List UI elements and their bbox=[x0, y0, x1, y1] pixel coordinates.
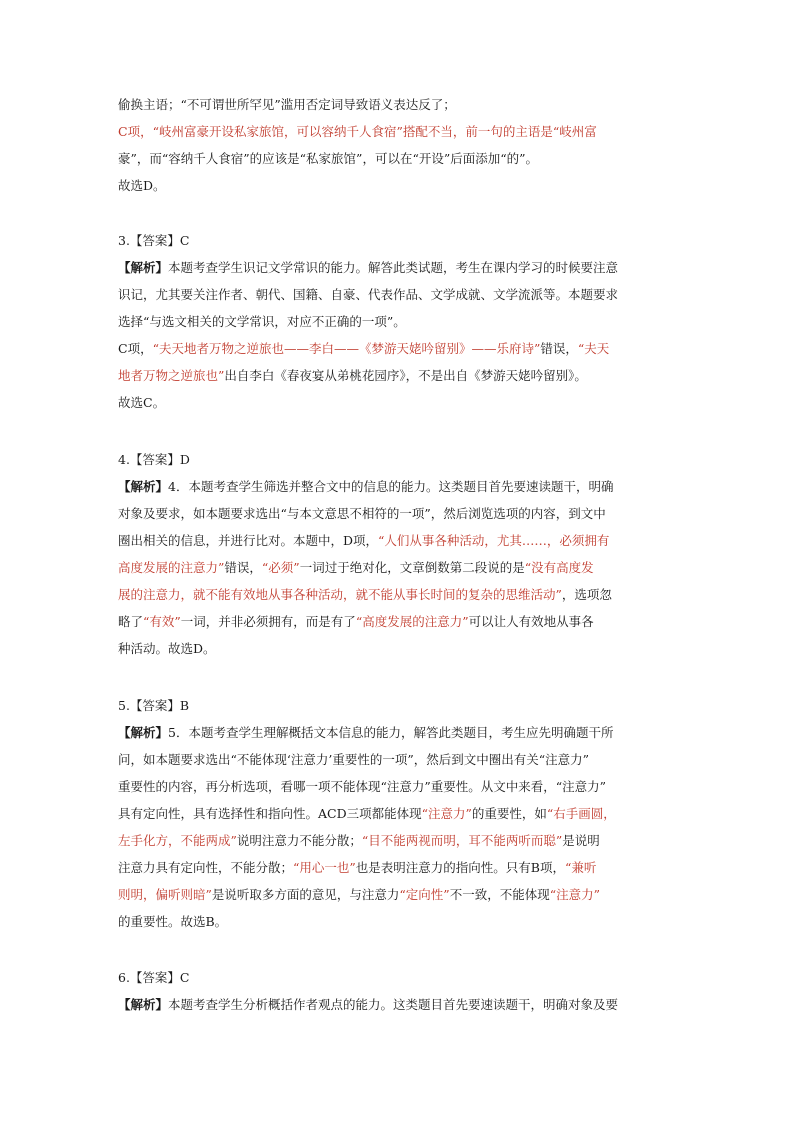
text-segment: 故选C。 bbox=[118, 395, 166, 410]
text-line bbox=[118, 614, 678, 630]
highlighted-text: “注意力” bbox=[421, 806, 472, 821]
text-line bbox=[118, 314, 678, 330]
text-segment: 4.【答案】D bbox=[118, 452, 190, 467]
text-segment: 不一致，不能体现 bbox=[449, 887, 550, 902]
text-line bbox=[118, 506, 678, 522]
text-segment: 重要性的内容，再分析选项，看哪一项不能体现“注意力”重要性。从文中来看，“注意力” bbox=[118, 779, 607, 794]
text-segment: 豪”，而“容纳千人食宿”的应该是“私家旅馆”，可以在“开设”后面添加“的”。 bbox=[118, 151, 539, 166]
text-segment: C项， bbox=[118, 341, 153, 356]
text-segment: 是说听取多方面的意见，与注意力 bbox=[211, 887, 400, 902]
text-line bbox=[118, 806, 678, 822]
text-segment: 是说明 bbox=[562, 833, 600, 848]
text-segment: 一词过于绝对化，文章倒数第二段说的是 bbox=[299, 560, 525, 575]
text-segment: 3.【答案】C bbox=[118, 233, 190, 248]
highlighted-text: “有效” bbox=[143, 614, 181, 629]
text-line bbox=[118, 860, 678, 876]
text-line bbox=[118, 260, 678, 276]
text-line bbox=[118, 560, 678, 576]
highlighted-text: “岐州富 bbox=[552, 124, 597, 139]
text-segment: 偷换主语；“不可谓世所罕见”滥用否定词导致语义表达反了； bbox=[118, 97, 456, 112]
highlighted-text: C项， bbox=[118, 124, 153, 139]
highlighted-text: “目不能两视而明，耳不能两听而聪” bbox=[361, 833, 563, 848]
text-segment: 识记，尤其要关注作者、朝代、国籍、自豪、代表作品、文学成就、文学流派等。本题要求 bbox=[118, 287, 619, 302]
highlighted-text: “注意力” bbox=[549, 887, 600, 902]
analysis-label: 【解析】 bbox=[118, 260, 169, 275]
text-segment: 可以让人有效地从事各 bbox=[468, 614, 594, 629]
text-line bbox=[118, 533, 678, 549]
highlighted-text: “夫天地者万物之逆旅也——李白——《梦游天姥吟留别》——乐府诗” bbox=[152, 341, 541, 356]
text-segment: 选择“与选文相关的文学常识，对应不正确的一项”。 bbox=[118, 314, 406, 329]
highlighted-text: “没有高度发 bbox=[524, 560, 594, 575]
analysis-label: 【解析】 bbox=[118, 479, 169, 494]
answer-heading bbox=[118, 452, 678, 468]
highlighted-text: “高度发展的注意力” bbox=[355, 614, 469, 629]
text-line bbox=[118, 151, 678, 167]
text-segment: 也是表明注意力的指向性。只有B项， bbox=[355, 860, 565, 875]
text-line bbox=[118, 779, 678, 795]
text-segment: 本题考查学生分析概括作者观点的能力。这类题目首先要速读题干，明确对象及要 bbox=[168, 997, 619, 1012]
highlighted-text: “岐州富豪开设私家旅馆，可以容纳千人食宿” bbox=[152, 124, 403, 139]
text-line bbox=[118, 641, 678, 657]
text-line bbox=[118, 725, 678, 741]
highlighted-text: “用心一也” bbox=[293, 860, 356, 875]
text-segment: ，选项忽 bbox=[561, 587, 612, 602]
text-line bbox=[118, 395, 678, 411]
text-segment: 的重要性。故选B。 bbox=[118, 914, 228, 929]
text-line bbox=[118, 887, 678, 903]
highlighted-text: 高度发展的注意力” bbox=[118, 560, 225, 575]
text-segment: 出自李白《春夜宴从弟桃花园序》，不是出自《梦游天姥吟留别》。 bbox=[224, 368, 587, 383]
answer-heading bbox=[118, 233, 678, 249]
text-segment: 圈出相关的信息，并进行比对。本题中，D项， bbox=[118, 533, 379, 548]
highlighted-text: “人们从事各种活动，尤其……，必须拥有 bbox=[378, 533, 610, 548]
text-line bbox=[118, 833, 678, 849]
highlighted-text: “夫天 bbox=[577, 341, 610, 356]
text-line bbox=[118, 368, 678, 384]
highlighted-text: “兼听 bbox=[564, 860, 597, 875]
text-line bbox=[118, 287, 678, 303]
text-segment: 一词，并非必须拥有，而是有了 bbox=[180, 614, 356, 629]
highlighted-text: “定向性” bbox=[399, 887, 450, 902]
answer-heading bbox=[118, 970, 678, 986]
text-line bbox=[118, 124, 678, 140]
text-line bbox=[118, 587, 678, 603]
text-segment: 5.【答案】B bbox=[118, 698, 190, 713]
text-segment: 注意力具有定向性，不能分散； bbox=[118, 860, 294, 875]
text-segment: 错误， bbox=[224, 560, 262, 575]
text-line bbox=[118, 341, 678, 357]
text-segment: 4．本题考查学生筛选并整合文中的信息的能力。这类题目首先要速读题干，明确 bbox=[168, 479, 614, 494]
analysis-label: 【解析】 bbox=[118, 997, 169, 1012]
text-line bbox=[118, 178, 678, 194]
highlighted-text: 展的注意力，就不能有效地从事各种活动，就不能从事长时间的复杂的思维活动” bbox=[118, 587, 562, 602]
highlighted-text: 左手化方，不能两成” bbox=[118, 833, 237, 848]
text-segment: 说明注意力不能分散； bbox=[236, 833, 362, 848]
highlighted-text: “右手画圆， bbox=[546, 806, 616, 821]
text-line bbox=[118, 752, 678, 768]
text-segment: 故选D。 bbox=[118, 178, 166, 193]
text-line bbox=[118, 997, 678, 1013]
text-segment: 本题考查学生识记文学常识的能力。解答此类试题，考生在课内学习的时候要注意 bbox=[168, 260, 619, 275]
highlighted-text: 则明，偏听则暗” bbox=[118, 887, 212, 902]
highlighted-text: “必须” bbox=[261, 560, 300, 575]
highlighted-text: 搭配不当，前一句的主语是 bbox=[402, 124, 553, 139]
text-segment: 对象及要求，如本题要求选出“与本文意思不相符的一项”，然后浏览选项的内容，到文中 bbox=[118, 506, 606, 521]
highlighted-text: 地者万物之逆旅也” bbox=[118, 368, 225, 383]
text-segment: 具有定向性，具有选择性和指向性。ACD三项都能体现 bbox=[118, 806, 422, 821]
text-line bbox=[118, 479, 678, 495]
text-segment: 的重要性，如 bbox=[471, 806, 547, 821]
text-segment: 略了 bbox=[118, 614, 144, 629]
text-segment: 错误， bbox=[540, 341, 578, 356]
text-line bbox=[118, 97, 678, 113]
answer-heading bbox=[118, 698, 678, 714]
text-segment: 种活动。故选D。 bbox=[118, 641, 216, 656]
text-line bbox=[118, 914, 678, 930]
text-segment: 问，如本题要求选出“不能体现‘注意力’重要性的一项”，然后到文中圈出有关“注意力” bbox=[118, 752, 590, 767]
analysis-label: 【解析】 bbox=[118, 725, 169, 740]
text-segment: 5．本题考查学生理解概括文本信息的能力，解答此类题目，考生应先明确题干所 bbox=[168, 725, 614, 740]
text-segment: 6.【答案】C bbox=[118, 970, 190, 985]
